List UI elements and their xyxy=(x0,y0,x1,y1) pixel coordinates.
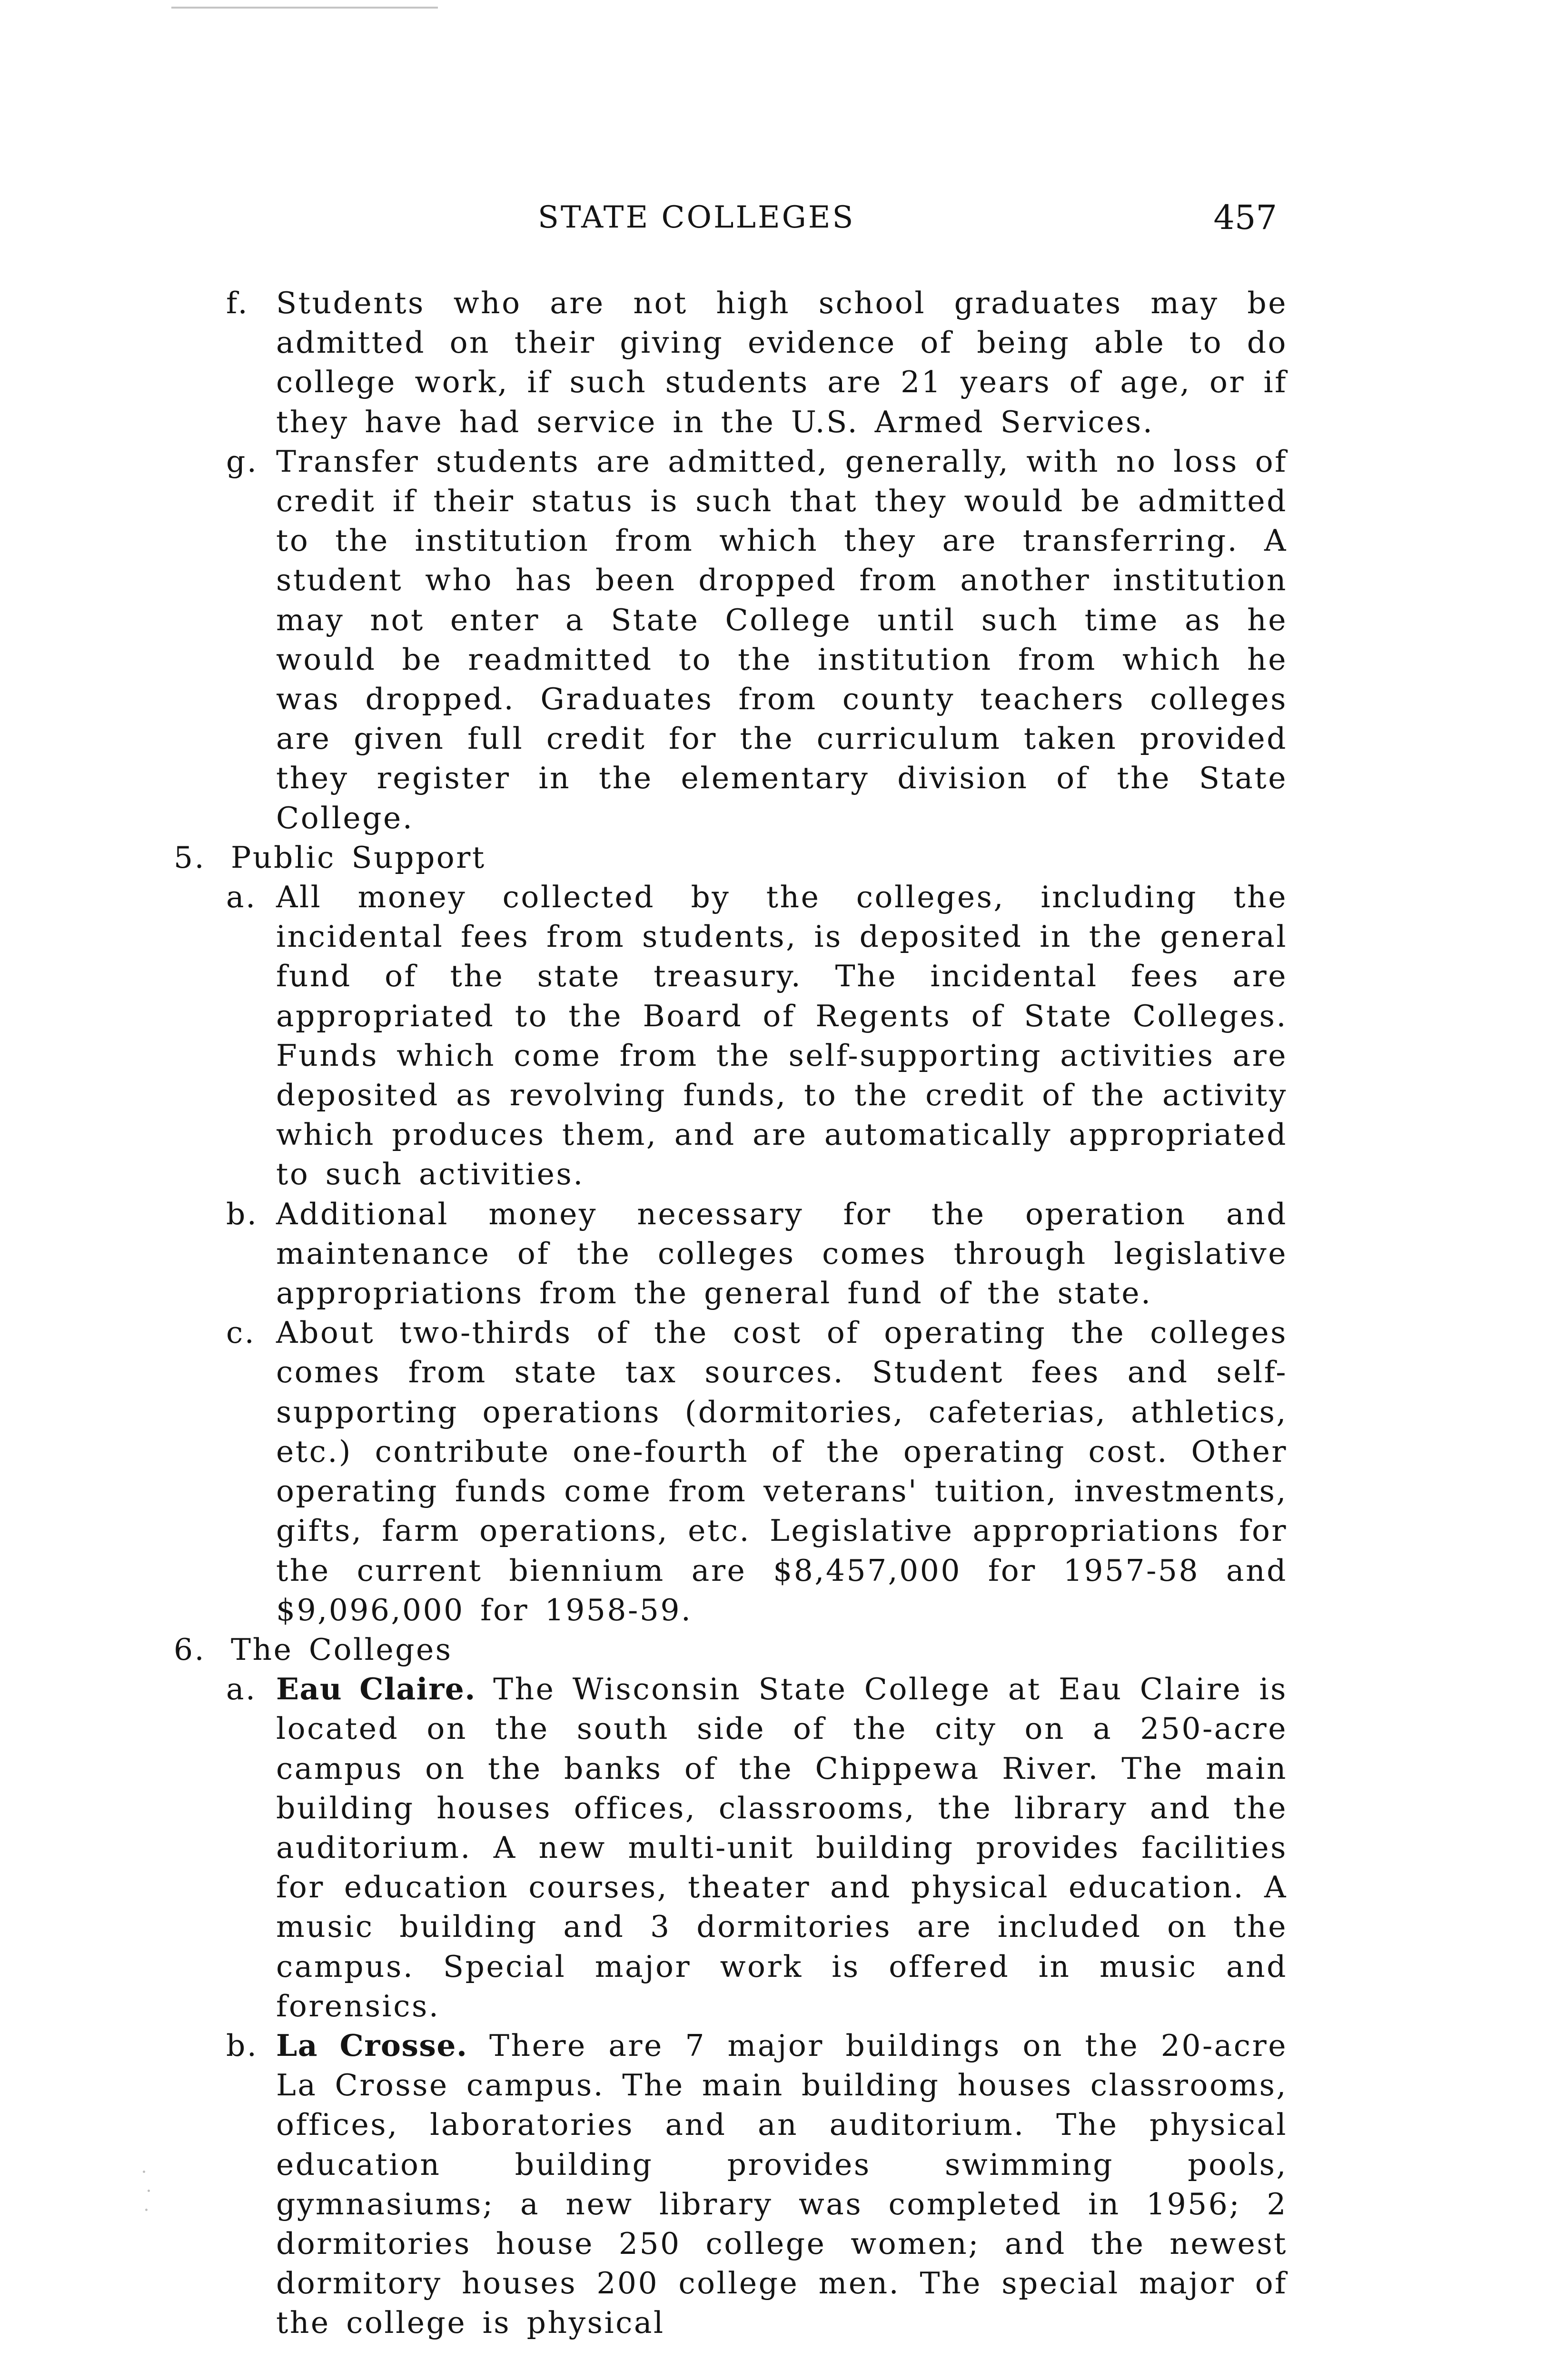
list-item-text: About two-thirds of the cost of operating the colleges comes from state tax sources. Student fees and self-supporting operations (dormitories, cafeterias, athletics, etc.) contribute one-fourth of the operating cost. Other operating funds come from veterans' tuition, investments, gifts, farm operations, etc. Legislative appropriations for the current biennium are $8,457,000 for 1957-58 and $9,096,000 for 1958-59. xyxy=(276,1315,1288,1627)
list-marker: b. xyxy=(226,2028,258,2063)
body-text xyxy=(174,283,1288,2343)
list-item-g xyxy=(174,442,1288,838)
list-marker: a. xyxy=(226,1672,257,1707)
scan-artifact-top xyxy=(171,7,438,9)
section-number: 6. xyxy=(174,1632,206,1667)
list-marker: c. xyxy=(226,1315,256,1350)
list-item-text: Additional money necessary for the operation and maintenance of the colleges comes through legislative appropriations from the general fund of the state. xyxy=(276,1196,1288,1311)
page-number: 457 xyxy=(1213,198,1277,237)
running-head: STATE COLLEGES xyxy=(538,200,855,235)
list-item-a xyxy=(174,877,1288,1194)
list-marker: f. xyxy=(226,286,249,320)
section-title: Public Support xyxy=(231,840,486,875)
list-item-text: There are 7 major buildings on the 20-acre La Crosse campus. The main building houses classrooms, offices, laboratories and an auditorium. The physical education building provides swimming pools, gymnasiums; a new library was completed in 1956; 2 dormitories house 250 college women; and the newest dormitory houses 200 college men. The special major of the college is physical xyxy=(276,2028,1288,2340)
list-item-text: The Wisconsin State College at Eau Claire is located on the south side of the city on a 250-acre campus on the banks of the Chippewa River. The main building houses offices, classrooms, the library and the auditorium. A new multi-unit building provides facilities for education courses, theater and physical education. A music building and 3 dormitories are included on the campus. Special major work is offered in music and forensics. xyxy=(276,1672,1288,2023)
list-item-b xyxy=(174,1194,1288,1313)
college-name: Eau Claire. xyxy=(276,1671,476,1707)
list-marker: a. xyxy=(226,880,257,915)
section-number: 5. xyxy=(174,840,206,875)
list-marker: g. xyxy=(226,444,258,479)
list-item-text: Transfer students are admitted, generally, with no loss of credit if their status is such that they would be admitted to the institution from which they are transferring. A student who has been dropped from another institution may not enter a State College until such time as he would be readmitted to the institution from which he was dropped. Graduates from county teachers colleges are given full credit for the curriculum taken provided they register in the elementary division of the State College. xyxy=(276,444,1288,835)
scan-artifact-dot xyxy=(148,2190,150,2192)
list-item-text: All money collected by the colleges, including the incidental fees from students, is deposited in the general fund of the state treasury. The incidental fees are appropriated to the Board of Regents of State Colleges. Funds which come from the self-supporting activities are deposited as revolving funds, to the credit of the activity which produces them, and are automatically appropriated to such activities. xyxy=(276,880,1288,1192)
scan-artifact-dot xyxy=(143,2171,145,2173)
list-marker: b. xyxy=(226,1196,258,1231)
list-item-f xyxy=(174,283,1288,442)
section-heading-public-support xyxy=(174,838,1288,877)
list-item-text: Students who are not high school graduates may be admitted on their giving evidence of being able to do college work, if such students are 21 years of age, or if they have had service in the U.S. Armed Services. xyxy=(276,286,1288,439)
page-header xyxy=(0,196,1546,239)
list-item-la-crosse xyxy=(174,2026,1288,2343)
college-name: La Crosse. xyxy=(276,2027,468,2063)
scan-artifact-dot xyxy=(145,2209,148,2211)
list-item-c xyxy=(174,1313,1288,1630)
list-item-eau-claire xyxy=(174,1669,1288,2026)
section-title: The Colleges xyxy=(231,1632,453,1667)
section-heading-the-colleges xyxy=(174,1630,1288,1669)
